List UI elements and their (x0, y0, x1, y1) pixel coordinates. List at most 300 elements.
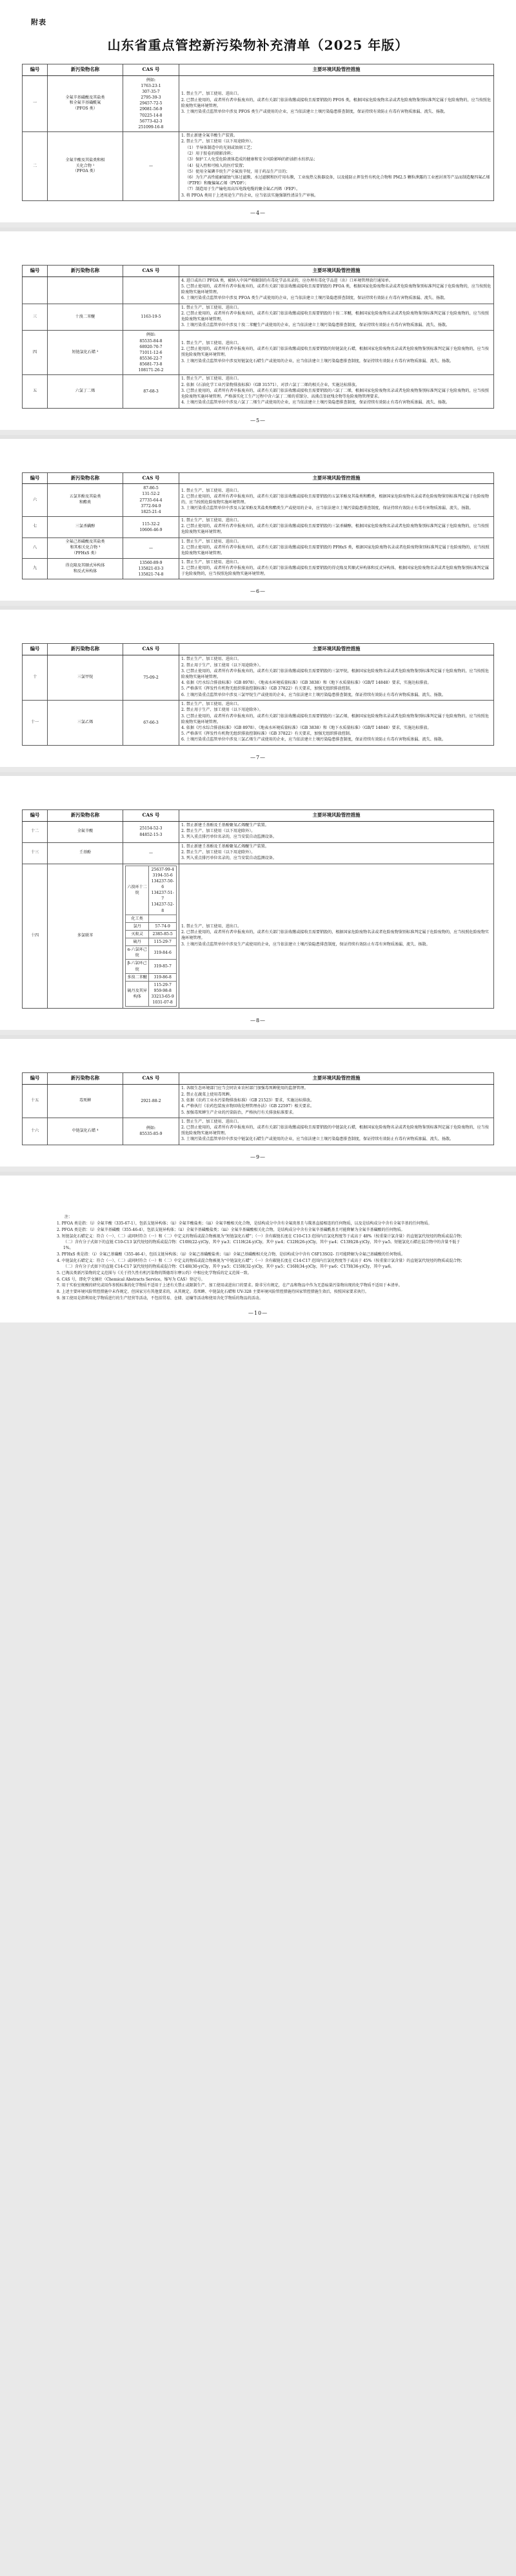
pollutant-table-part-2 (22, 265, 494, 408)
pollutant-name-line: 毒死蜱 (79, 1098, 92, 1103)
note-item: 7. 用于实验室规模的研究或用作参照标准的化学物质不适用于上述有关禁止或限制生产、加工使用或进出口的要求。除非另有规定，在产品和物品中作为无意痕量污染物出现的化学物质不适用于本清单。 (57, 1283, 402, 1288)
cell-measures (179, 75, 494, 131)
document-page-7-notes (0, 1172, 516, 1323)
column-header-no: 编号 (23, 472, 48, 484)
cas-number: — (148, 850, 154, 855)
cell-measures (179, 375, 494, 408)
cell-name (48, 517, 123, 537)
cas-number: 2385-85-5 (152, 931, 173, 936)
sub-row (126, 960, 177, 973)
table-row (23, 842, 494, 864)
pollutant-name-line: 中链氯化石蜡 ⁴ (72, 1128, 99, 1133)
page-number: —10— (248, 1310, 268, 1317)
cell-name (48, 701, 123, 746)
note-item: 2. PFOA 类是指：（i）全氟辛基磺酸（355-46-4），包括支链异构体；（ii）全氟辛基磺酸盐类；（iii）全氟辛基磺酸相关化合物，是结构成分中含有全氟辛基磺酰基且可能降解为全氟辛基磺酸的任何物质。 (57, 1227, 405, 1232)
measure-item: 4. 依据《污水综合排放标准》（GB 8978）、《地表水环境质量标准》（GB 3838）和《地下水质量标准》（GB/T 14848）要求，实施达标排放。 (181, 725, 432, 730)
table-body (23, 75, 494, 200)
cell-no: 四 (23, 331, 48, 375)
column-header-cas: CAS 号 (123, 644, 179, 655)
measure-item: （3）保护工人免受危险液体造成的健康和安全风险影响的拒油拒水纺织品； (185, 157, 317, 162)
cas-number: 959-98-8 (154, 989, 172, 994)
cell-name (48, 375, 123, 408)
cas-number: 319-86-8 (154, 974, 172, 980)
cas-number: 3194-55-6 (152, 873, 173, 878)
pollutant-name-line: 三氯乙烯 (77, 720, 94, 724)
measure-item: 2. 禁止生产、加工使用（以下用途除外）。 (181, 849, 255, 855)
measure-item: 2. 已禁止使用的，或者所有者申报废弃的，或者有关部门依法收缴或接收且需要销毁的十溴二苯醚，根据国家危险废物名录或者危险废物鉴别标准判定属于危险废物的，应当按照危险废物实施环境管理。 (181, 311, 489, 322)
cas-number: 1031-07-8 (152, 1000, 173, 1005)
table-row (23, 304, 494, 331)
measure-item: 3. 已禁止使用的，或者所有者申报废弃的，或者有关部门依法收缴或接收且需要销毁的三氯甲烷，根据国家危险废物名录或者危险废物鉴别标准判定属于危险废物的，应当按照危险废物实施环境管理。 (181, 668, 489, 679)
sub-row-label: 硫丹 (126, 938, 149, 946)
pollutant-name-line: （PFHxS 类） (72, 550, 99, 556)
table-header-row (23, 266, 494, 277)
cas-number: 70225-14-8 (139, 113, 163, 118)
sub-row-cas (149, 922, 177, 930)
measure-item: 4. 严格执行《农药包装废弃物回收处理管理办法》（GB 22597）相关要求。 (181, 1104, 314, 1109)
sub-row (126, 946, 177, 960)
measure-item: 1. 禁止生产、加工使用、进出口。 (181, 924, 242, 929)
note-item: 1. PFOA 类是指：（i）全氟辛酸（335-67-1），包括支链异构体；（ii）全氟辛酸盐类；（iii）全氟辛酸相关化合物，是结构成分中含有全氟庚基且与羰基直接相连的任何物质，以及是结构成分中含有全氟辛基的任何物质。 (57, 1221, 432, 1226)
measure-item: 2. 禁止生产、加工使用（以下用途除外）。 (181, 139, 255, 144)
note-item: 4. 中链氯化石蜡定义：符合（一）、（二）或同时符合（一）和（二）中定义的物质或混合物被视为“中链氯化石蜡”；（一）含有碳链长度在 C14-C17 范围内且氯化程度等于或高于 45%（按重量计氯含量）的直链氯代烷烃的物质或混合物；（二）含有分子式如下的直链 C14-C17 氯代烷烃的物质或混合物：C14H(30-y)Cly，其中 y≥5；C15H(32-y)Cly，其中 y≥5；C16H(34-y)Cly，其中 y≥6；C17H(36-y)Cly，其中 y≥6。 (57, 1258, 465, 1270)
measure-item: 3. 土壤污染重点监管单位中涉及十溴二苯醚生产或使用的企业，应当依法建立土壤污染隐患排查制度，保证持续有效防止有毒有害物质渗漏、流失、扬散。 (181, 323, 450, 328)
note-item: 3. 短链氯化石蜡定义：符合（一）、（二）或同时符合（一）和（二）中定义的物质或混合物被视为“短链氯化石蜡”；（一）含有碳链长度在 C10-C13 范围内且氯化程度等于或高于 48%（按重量计氯含量）的直链氯代烷烃的物质或混合物；（二）含有分子式如下的直链 C10-C13 氯代烷烃的物质或混合物：C10H(22-y)Cly，其中 y≥3；C11H(24-y)Cly，其中 y≥4；C12H(26-y)Cly，其中 y≥4；C13H(28-y)Cly，其中 y≥5。短链氯化石蜡在混合物中的含量不低于 1%。 (57, 1234, 465, 1251)
table-body (23, 821, 494, 1009)
cas-number: 135821-74-8 (138, 572, 164, 577)
sub-row-cas (149, 915, 177, 922)
cell-name (48, 821, 123, 842)
page-number: —9— (250, 1154, 266, 1160)
measure-item: 2. 已禁止使用的，或者所有者申报废弃的，或者有关部门依法收缴或接收且需要销毁的短链氯化石蜡，根据国家危险废物名录或者危险废物鉴别标准判定属于危险废物的，应当按照危险废物实施环境管理。 (181, 347, 489, 358)
cell-no: 一 (23, 75, 48, 131)
cell-measures (179, 701, 494, 746)
cas-number: 319-85-7 (154, 964, 172, 969)
measure-item: 5. 严格落实《挥发性有机物无组织排放控制标准》（GB 37822）有关要求，加强无组织排放控制。 (181, 731, 353, 737)
column-header-cas: CAS 号 (123, 809, 179, 821)
table-body (23, 655, 494, 746)
measure-item: （7）制造用于生产输电用高压电线电缆的聚全氟乙丙烯（FEP）。 (185, 187, 301, 192)
measure-item: 2. 已禁止使用的，或者所有者申报废弃的，或者有关部门依法收缴或接收且需要销毁的中链氯化石蜡，根据国家危险废物名录或者危险废物鉴别标准判定属于危险废物的，应当按照危险废物实施环境管理。 (181, 1125, 489, 1136)
table-header-row (23, 1073, 494, 1085)
cas-number: 87-68-3 (143, 389, 159, 394)
measure-item: 5. 加强毒死蜱生产企业的污染防治，严格执行有关排放标准要求。 (181, 1110, 297, 1115)
cell-cas (123, 331, 179, 375)
measure-item: 3. 土壤污染重点监管单位中涉及生产或使用的企业，应当依法建立土壤污染隐患排查制度，保证持续有效防止有毒有害物质渗漏、流失、扬散。 (181, 942, 430, 947)
table-row (23, 331, 494, 375)
table-body (23, 276, 494, 408)
sub-row (126, 930, 177, 938)
column-header-name: 新污染物名称 (48, 809, 123, 821)
cell-no: 五 (23, 375, 48, 408)
cas-number: 319-84-6 (154, 950, 172, 955)
cell-no: 十一 (23, 701, 48, 746)
cas-number: 85681-73-8 (139, 362, 163, 367)
measure-item: 2. 已禁止使用的，或者所有者申报废弃的，或者有关部门依法收缴或接收且需要销毁的五氯苯酚及其盐类和酯类，根据国家危险废物名录或者危险废物鉴别标准判定属于危险废物的，应当按照危险废物实施环境管理。 (181, 494, 489, 505)
cell-no: 二 (23, 132, 48, 201)
table-row (23, 75, 494, 131)
table-header (23, 266, 494, 277)
measure-item: 1. 禁止生产、加工使用、进出口。 (181, 488, 242, 493)
cell-cas (123, 276, 179, 304)
cell-cas (123, 1085, 179, 1118)
measure-item: 6. 土壤污染重点监管单位中涉及三氯乙烯生产或使用的企业，应当依法建立土壤污染隐患排查制度，保证持续有效防止有毒有害物质渗漏、流失、扬散。 (181, 737, 446, 742)
pollutant-name-line: 和其相关化合物 ³ (70, 545, 101, 550)
document-page-4 (0, 606, 516, 766)
measure-item: 3. 将 PFOA 类用于上述用途生产的企业，应当依法实施强制性清洁生产审核。 (181, 193, 319, 198)
cas-number: 84852-15-3 (139, 832, 163, 837)
cell-no: 十 (23, 655, 48, 701)
cell-measures (179, 537, 494, 558)
cell-measures (179, 864, 494, 1009)
table-header (23, 64, 494, 76)
cas-number: 131-52-2 (142, 492, 160, 497)
cas-number: 1763-23-1 (141, 83, 161, 88)
cas-number: 例如: (146, 333, 156, 338)
pollutant-table-part-4 (22, 643, 494, 745)
pollutant-name-line: 和酯类 (79, 500, 92, 505)
measure-item: 4. 土壤污染重点监管单位中涉及六氯丁二烯生产或使用的企业，应当依法建立土壤污染隐患排查制度，保证持续有效防止有毒有害物质渗漏、流失、扬散。 (181, 400, 450, 405)
measure-item: 1. 禁止生产、加工使用、进出口。 (181, 92, 242, 97)
cell-no: 十六 (23, 1118, 48, 1145)
column-header-measures: 主要环境风险管控措施 (179, 266, 494, 277)
cas-number: 例如: (146, 77, 156, 82)
cell-no: 十三 (23, 842, 48, 864)
pollutant-name-line: 全氟己基磺酸及其盐类 (65, 539, 105, 545)
document-page-2 (0, 228, 516, 429)
pollutant-table-part-5 (22, 809, 494, 1009)
cas-number: 29457-72-5 (139, 101, 163, 106)
column-header-no: 编号 (23, 1073, 48, 1085)
sub-row (126, 973, 177, 981)
cell-measures (179, 559, 494, 579)
cas-number: 56773-42-3 (139, 119, 163, 124)
cell-measures (179, 842, 494, 864)
sub-row-label: 多溴二苯醚 (126, 973, 149, 981)
page-number: —7— (250, 754, 266, 760)
table-row (23, 537, 494, 558)
column-header-cas: CAS 号 (123, 1073, 179, 1085)
cell-measures (179, 655, 494, 701)
cas-number: 85535-84-8 (139, 338, 163, 344)
table-row (23, 1085, 494, 1118)
measure-item: 2. 已禁止使用的，或者所有者申报废弃的，或者有关部门依法收缴或接收且需要销毁的 PFOS 类，根据国家危险废物名录或者危险废物鉴别标准判定属于危险废物的，应当按照危险废物实施环境管理。 (181, 97, 491, 108)
cas-number: 57-74-9 (155, 924, 170, 929)
sub-row-cas (149, 973, 177, 981)
measure-item: 3. 已禁止使用的，或者所有者申报废弃的，或者有关部门依法收缴或接收且需要销毁的三氯乙烯，根据国家危险废物名录或者危险废物鉴别标准判定属于危险废物的，应当按照危险废物实施环境管理。 (181, 713, 489, 724)
page-number: —4— (250, 210, 266, 217)
cell-cas (123, 75, 179, 131)
measure-item: 2. 禁止在蔬菜上使用毒死蜱。 (181, 1092, 233, 1097)
pollutant-name-line: 全氟辛基磺酸及其盐类 (65, 95, 105, 100)
measure-item: 2. 禁止用于生产、加工使用（以下用途除外）。 (181, 708, 263, 713)
measure-item: 3. 已禁止使用的，或者所有者申报废弃的，或者有关部门依法收缴或接收且需要销毁的六氯丁二烯，根据国家危险废物名录或者危险废物鉴别标准判定属于危险废物的，应当按照危险废物实施环境管理。严格落实化工生产过程中含六氯丁二烯的重馏分、高沸点釜底残余物等危险废物管理要求。 (181, 389, 489, 399)
column-header-name: 新污染物名称 (48, 472, 123, 484)
notes-heading: 注： (64, 1214, 73, 1219)
measure-item: （4）侵入性和可植入的医疗装置； (185, 163, 247, 168)
cell-measures (179, 331, 494, 375)
cell-no: 三 (23, 304, 48, 331)
measure-item: 2. 已禁止使用的，或者所有者申报废弃的，或者有关部门依法收缴或接收且需要销毁的，根据国家危险废物名录或者危险废物鉴别标准判定属于危险废物的，应当按照危险废物实施环境管理。 (181, 930, 489, 941)
table-header (23, 809, 494, 821)
column-header-name: 新污染物名称 (48, 644, 123, 655)
pollutant-name-line: 五氯苯酚及其盐类 (69, 494, 101, 499)
cas-number: 251099-16-8 (138, 124, 164, 130)
measure-item: 6. 土壤污染重点监管单位中涉及 PFOA 类生产或使用的企业，应当依法建立土壤污染隐患排查制度，保证持续有效防止有毒有害物质渗漏、流失、扬散。 (181, 296, 448, 301)
column-header-no: 编号 (23, 809, 48, 821)
table-row (23, 821, 494, 842)
cell-cas (123, 375, 179, 408)
sub-row (126, 866, 177, 915)
cell-measures (179, 821, 494, 842)
cell-measures (179, 1118, 494, 1145)
sub-row-cas (149, 981, 177, 1007)
column-header-measures: 主要环境风险管控措施 (179, 64, 494, 76)
measure-item: 2. 禁止用于生产、加工使用（以下用途除外）。 (181, 663, 263, 668)
cas-number: 115-29-7 (154, 982, 172, 987)
cas-number: 67-66-3 (143, 720, 159, 725)
cas-number: — (148, 545, 154, 550)
table-body (23, 1085, 494, 1145)
cell-cas (123, 132, 179, 201)
cas-number: 13560-89-9 (139, 561, 163, 566)
note-item: 5. 已淘汰类新污染物的定义范围与《关于持久性有机污染物的斯德哥尔摩公约》中相应化学物质的定义范围一致。 (57, 1270, 252, 1275)
notes-block (22, 1214, 494, 1302)
cas-number: 134237-51-7 (151, 891, 174, 902)
cas-number: 135821-03-3 (138, 567, 164, 572)
measure-item: 5. 严格落实《挥发性有机物无组织排放控制标准》（GB 37822）有关要求，加强无组织排放控制。 (181, 686, 353, 692)
sub-row-table (125, 866, 177, 1007)
sub-row-label: 六溴环十二烷 (126, 866, 149, 915)
cas-number: 33213-65-9 (151, 994, 174, 1000)
cell-no: 十二 (23, 821, 48, 842)
sub-row-cas (149, 938, 177, 946)
cell-cas (123, 1118, 179, 1145)
table-row (23, 1118, 494, 1145)
cell-cas (123, 655, 179, 701)
sub-row-label: 化工类 (126, 915, 149, 922)
measure-item: 3. 土壤污染重点监管单位中涉及五氯苯酚及其盐类和酯类生产或使用的企业，应当依法建立土壤污染隐患排查制度，保证持续有效防止有毒有害物质渗漏、流失、扬散。 (181, 506, 473, 511)
pollutant-name-line: 多氯联苯 (77, 933, 94, 938)
pollutant-name-line: （PFOA 类） (73, 169, 97, 174)
measure-item: 2. 已禁止使用的，或者所有者申报废弃的，或者有关部门依法收缴或接收且需要销毁的 PFHxS 类，根据国家危险废物名录或者危险废物鉴别标准判定属于危险废物的，应当按照危险废物实施环境管理。 (181, 545, 490, 556)
cell-no: 九 (23, 559, 48, 579)
page-title: 山东省重点管控新污染物补充清单（2025 年版） (107, 37, 409, 53)
measure-item: （2）用于胶卷的摄影涂料； (185, 151, 235, 156)
cas-number: 85536-22-7 (139, 356, 163, 362)
measure-item: 2. 已禁止使用的，或者所有者申报废弃的，或者有关部门依法收缴或接收且需要销毁的三氯杀螨醇，根据国家危险废物名录或者危险废物鉴别标准判定属于危险废物的，应当按照危险废物实施环境管理。 (181, 524, 489, 535)
measure-item: 1. 各级生态环境部门应当会同农业农村部门加强毒死蜱使用的监督管理。 (181, 1086, 308, 1091)
sub-row-cas (149, 866, 177, 915)
cell-name (48, 276, 123, 304)
measure-item: 1. 禁止生产、加工使用、进出口。 (181, 376, 242, 382)
measure-item: 1. 禁止新建壬基酚及壬基酚聚氧乙烯醚生产装置。 (181, 844, 269, 849)
measure-item: 1. 禁止生产、加工使用、进出口。 (181, 702, 242, 707)
measure-item: 3. 土壤污染重点监管单位中涉及短链氯化石蜡生产或使用的企业，应当依法建立土壤污染隐患排查制度，保证持续有效防止有毒有害物质渗漏、流失、扬散。 (181, 358, 454, 363)
cell-measures (179, 276, 494, 304)
table-header (23, 644, 494, 655)
pollutant-name-line: 三氯甲烷 (77, 675, 94, 680)
measure-item: 1. 禁止新建全氟辛酸生产装置。 (181, 133, 237, 138)
document-page-1 (0, 0, 516, 222)
document-page-6 (0, 1035, 516, 1166)
document-page-3 (0, 435, 516, 601)
measure-item: 3. 依据《农药工业水污染物排放标准》（GB 21523）要求，实施达标排放。 (181, 1098, 314, 1103)
cell-name (48, 559, 123, 579)
note-item: 3. PFHxS 类是指：（i）全氟己基磺酸（355-46-4），包括支链异构体；（ii）全氟己基磺酸盐类；（iii）全氟己基磺酸相关化合物，是结构成分中含有 C6F13SO2- 且可能降解为全氟己基磺酸的任何物质。 (57, 1252, 405, 1257)
cell-cas (123, 842, 179, 864)
measure-item: 1. 禁止生产、加工使用、进出口。 (181, 1119, 242, 1124)
pollutant-name-line: 六氯丁二烯 (75, 389, 95, 394)
cell-cas (123, 701, 179, 746)
cell-cas (123, 517, 179, 537)
pollutant-name-line: 全氟辛酸 (77, 829, 94, 834)
cas-number: 27735-64-4 (139, 498, 163, 503)
measure-item: 1. 禁止生产、加工使用、进出口。 (181, 518, 242, 523)
cell-measures (179, 304, 494, 331)
measure-item: 1. 禁止生产、加工使用、进出口。 (181, 560, 242, 565)
pollutant-name-line: 和全氟辛基磺酰氟 (69, 101, 101, 106)
table-header-row (23, 809, 494, 821)
column-header-measures: 主要环境风险管控措施 (179, 644, 494, 655)
measure-item: 3. 土壤污染重点监管单位中涉及中链氯化石蜡生产或使用的企业，应当依法建立土壤污染隐患排查制度，保证持续有效防止有毒有害物质渗漏、流失、扬散。 (181, 1137, 454, 1142)
cas-number: 85535-85-9 (139, 1132, 163, 1137)
cell-cas (123, 484, 179, 517)
sub-row-label: 氯丹 (126, 922, 149, 930)
sub-row-cas (149, 946, 177, 960)
measure-item: 2. 已禁止使用的，或者所有者申报废弃的，或者有关部门依法收缴或接收且需要销毁的得克隆及其顺式异构体和反式异构体，根据国家危险废物名录或者危险废物鉴别标准判定属于危险废物的，应当按照危险废物实施环境管理。 (181, 566, 489, 577)
column-header-no: 编号 (23, 64, 48, 76)
measure-item: 4. 依据《污水综合排放标准》（GB 8978）、《地表水环境质量标准》（GB 3838）和《地下水质量标准》（GB/T 14848）要求，实施达标排放。 (181, 681, 432, 686)
cas-number: 134237-52-8 (151, 902, 174, 913)
column-header-cas: CAS 号 (123, 266, 179, 277)
cas-number: 71011-12-6 (139, 350, 163, 355)
cell-cas (123, 304, 179, 331)
sub-row (126, 938, 177, 946)
cas-number: 115-29-7 (154, 940, 172, 945)
pollutant-name-line: 全氟辛酸及其盐类和相 (65, 157, 105, 162)
sub-row (126, 981, 177, 1007)
table-row-grouped (23, 864, 494, 1009)
cell-no: 七 (23, 517, 48, 537)
measure-item: 3. 列入重点排污单位名录的，应当安装自动监测设备。 (181, 856, 277, 861)
page-number: —8— (250, 1018, 266, 1024)
table-header-row (23, 64, 494, 76)
cell-measures (179, 517, 494, 537)
cas-number: 2921-88-2 (141, 1098, 161, 1103)
table-row (23, 276, 494, 304)
cas-number: 87-86-5 (143, 486, 159, 491)
column-header-cas: CAS 号 (123, 472, 179, 484)
cas-number: 例如: (146, 1126, 156, 1131)
cell-name (48, 75, 123, 131)
cell-name (48, 132, 123, 201)
cell-no: 十四 (23, 864, 48, 1009)
cas-number: 2795-39-3 (141, 95, 161, 101)
cell-name (48, 864, 123, 1009)
table-header (23, 1073, 494, 1085)
cas-number: 115-32-2 (142, 521, 160, 527)
cas-number: — (148, 164, 154, 169)
pollutant-name-line: 短链氯化石蜡 ² (72, 350, 99, 355)
sub-row-label: 硫丹及其异构体 (126, 981, 149, 1007)
cas-number: 75-09-2 (143, 675, 159, 681)
cell-no: 八 (23, 537, 48, 558)
cell-name (48, 484, 123, 517)
measure-item: 5. 已禁止使用的，或者所有者申报废弃的，或者有关部门依法收缴或接收且需要销毁的 PFOA 类，根据国家危险废物名录或者危险废物鉴别标准判定属于危险废物的，应当按照危险废物实施环境管理。 (181, 284, 491, 295)
column-header-no: 编号 (23, 644, 48, 655)
column-header-name: 新污染物名称 (48, 1073, 123, 1085)
table-row (23, 484, 494, 517)
note-item: 6. CAS 号，即化学文摘社（Chemical Abstracts Service，缩写为 CAS）登记号。 (57, 1277, 205, 1282)
table-header (23, 472, 494, 484)
measure-item: 2. 禁止生产、加工使用（以下用途除外）。 (181, 828, 255, 833)
cas-number: 134237-50-6 (151, 878, 174, 889)
page-number: —5— (250, 417, 266, 423)
table-row (23, 701, 494, 746)
cell-measures (179, 1085, 494, 1118)
pollutant-table-part-6 (22, 1072, 494, 1145)
table-header-row (23, 644, 494, 655)
sub-row-cas (149, 960, 177, 973)
table-row (23, 559, 494, 579)
cell-measures (179, 484, 494, 517)
measure-item: 3. 列入重点排污单位名录的，应当安装自动监测设备。 (181, 835, 277, 840)
column-header-measures: 主要环境风险管控措施 (179, 809, 494, 821)
sub-row (126, 922, 177, 930)
table-header-row (23, 472, 494, 484)
cell-no: 六 (23, 484, 48, 517)
table-row (23, 655, 494, 701)
cas-number: 68920-70-7 (139, 344, 163, 349)
measure-item: （6）为生产高性能耐腐蚀气体过滤膜、水过滤膜和医疗用布膜，工业废热交换器设备，以及能防止挥发性有机化合物和 PM2.5 颗粒泄露的工业密封剂等产品而制造聚四氟乙烯（PTFE）和聚偏氟乙烯（PVDF）； (185, 175, 490, 186)
pollutant-name-line: 和反式异构体 (73, 568, 97, 574)
cell-name (48, 304, 123, 331)
note-item: 9. 加工使用是指利用化学物质进行的生产经营等活动，不包括贸易、仓储、运输等活动和使用含化学物质的物品的活动。 (57, 1296, 263, 1301)
sub-row-label: 灭蚁灵 (126, 930, 149, 938)
cell-no (23, 276, 48, 304)
cas-number: 10606-46-9 (139, 527, 163, 532)
measure-item: （1）半导体制造中的光刻或蚀刻工艺； (185, 145, 255, 150)
table-row (23, 132, 494, 201)
measure-item: 6. 土壤污染重点监管单位中涉及三氯甲烷生产或使用的企业，应当依法建立土壤污染隐患排查制度，保证持续有效防止有毒有害物质渗漏、流失、扬散。 (181, 692, 446, 697)
measure-item: 1. 禁止生产、加工使用、进出口。 (181, 657, 242, 662)
sub-row (126, 915, 177, 922)
cas-number: 3772-94-9 (141, 503, 161, 508)
pollutant-name-line: 十溴二苯醚 (75, 314, 95, 319)
cell-cas (123, 821, 179, 842)
measure-item: 1. 禁止生产、加工使用、进出口。 (181, 539, 242, 544)
cas-number: 25637-99-4 (151, 867, 174, 872)
column-header-name: 新污染物名称 (48, 64, 123, 76)
measure-item: 2. 依据《石油化学工业污染物排放标准》（GB 31571），对涉六氯丁二烯的相关企业，实施达标排放。 (181, 382, 360, 387)
measure-item: 3. 土壤污染重点监管单位中涉及 PFOS 类生产或使用的企业，应当依法建立土壤污染隐患排查制度，保证持续有效防止有毒有害物质渗漏、流失、扬散。 (181, 109, 448, 114)
cell-name (48, 331, 123, 375)
cell-name (48, 842, 123, 864)
pollutant-name-line: （PFOS 类） (73, 106, 97, 111)
sub-row-cas (149, 930, 177, 938)
cas-number: 307-35-7 (142, 90, 160, 95)
pollutant-name-line: 关化合物 ¹ (75, 163, 95, 168)
cell-no: 十五 (23, 1085, 48, 1118)
table-body (23, 484, 494, 579)
page-number: —6— (250, 588, 266, 595)
measure-item: 1. 禁止新建壬基酚及壬基酚聚氧乙烯醚生产装置。 (181, 822, 269, 828)
pollutant-name-line: 三氯杀螨醇 (75, 524, 95, 529)
cell-cas (123, 537, 179, 558)
cell-subrows (123, 864, 179, 1009)
pollutant-table-part-3 (22, 472, 494, 580)
